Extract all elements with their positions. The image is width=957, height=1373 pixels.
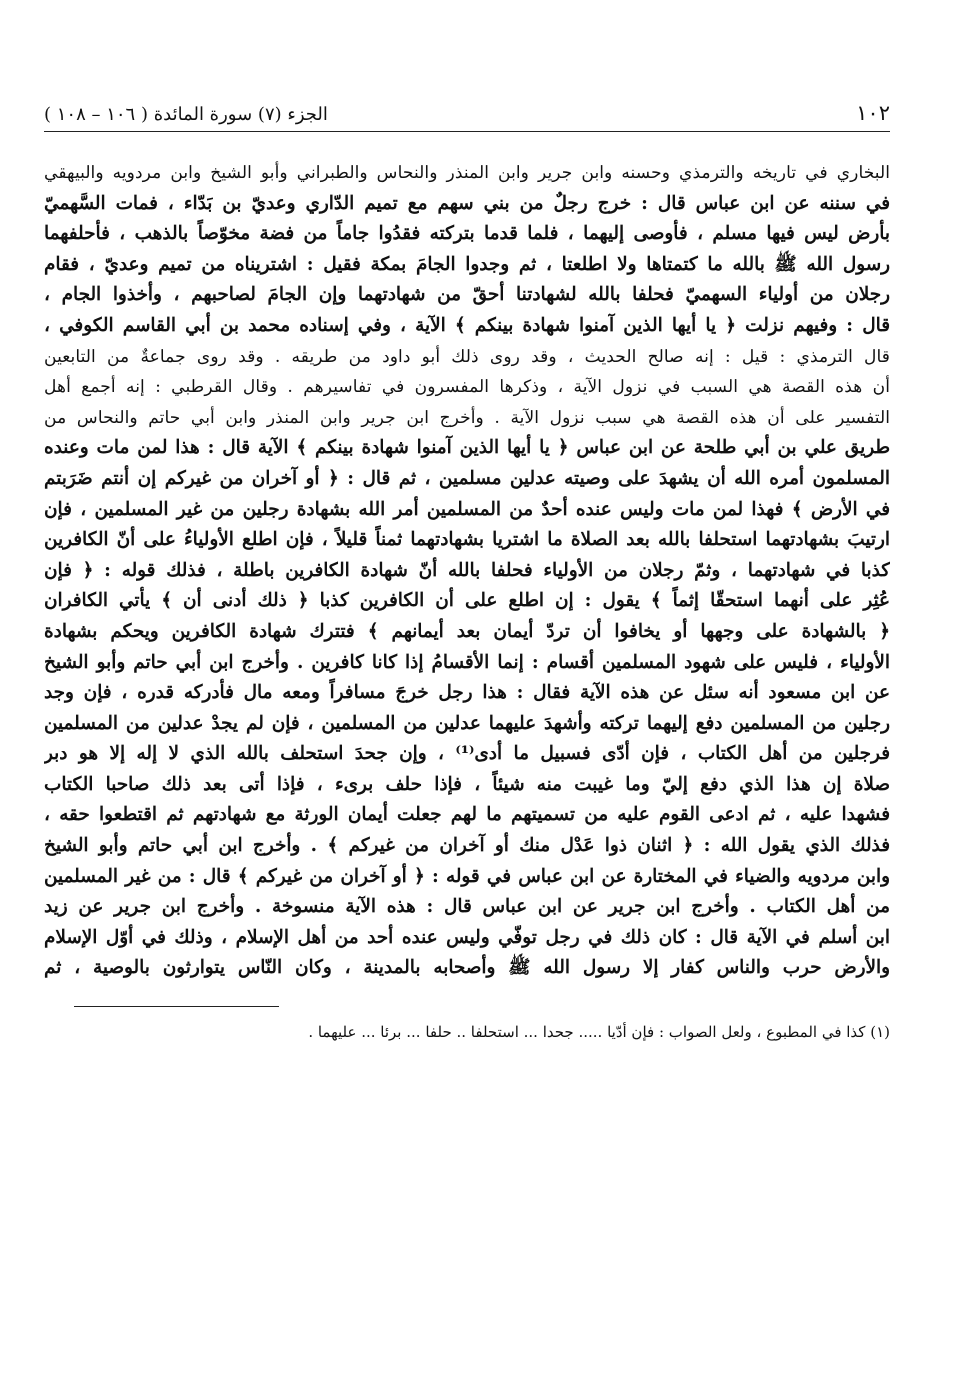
running-title: الجزء (٧) سورة المائدة ( ١٠٦ – ١٠٨ ) [44,104,328,125]
text-line: من أهل الكتاب . وأخرج ابن جرير عن ابن عباس قال : هذه الآية منسوخة . وأخرج ابن جرير عن زيد [44,896,890,918]
text-line: عُثِر على أنهما استحقّا إثماً ﴾ يقول : إن اطلع على أن الكافرين كذبا ﴿ ذلك أدنى أن ﴾ يأتي الكافران [44,590,890,612]
text-line: أن هذه القصة هي السبب في نزول الآية ، وذكرها المفسرون في تفاسيرهم . وقال القرطبي : إنه أجمع أهل [44,377,890,398]
text-line: فشهدا عليه ، ثم ادعى القوم عليه من تسميتهم ما لهم جعلت أيمان الورثة مع شهادتهم ثم اقتطعوا حقه ، [44,804,890,826]
book-page [44,92,890,1332]
text-line: والأرض حرب والناس كفار إلا رسول الله ﷺ وأصحابه بالمدينة ، وكان النّاس يتوارثون بالوصية ، ثم [44,957,890,979]
text-line: في الأرض ﴾ فهذا لمن مات وليس عنده أحدٌ من المسلمين أمر الله بشهادة رجلين من غير المسلمين ، فإن [44,498,890,520]
text-line: البخاري في تاريخه والترمذي وحسنه وابن جرير وابن المنذر والنحاس والطبراني وأبو الشيخ وابن مردويه والبيهقي [44,163,890,183]
text-line: في سننه عن ابن عباس قال : خرج رجلٌ من بني سهم مع تميم الدّاري وعديّ بن بَدّاء ، فمات السَّهميّ [44,192,890,214]
text-line: المسلمون أمره الله أن يشهدَ على وصيته عدلين مسلمين ، ثم قال : ﴿ أو آخران من غيركم إن أنتم ضَرَبتم [44,467,890,489]
text-line: فرجلين من أهل الكتاب ، فإن أدّى فسبيل ما أدى⁽¹⁾ ، وإن جحدَ استحلف بالله الذي لا إله إلا هو دبر [44,743,890,765]
text-line: رجلان من أولياء السهميّ فحلفا بالله لشهادتنا أحقّ من شهادتهما وإن الجامَ لصاحبهم ، وأخذوا الجام ، [44,284,890,306]
page-number: ١٠٢ [856,101,890,125]
text-line: عن ابن مسعود أنه سئل عن هذه الآية فقال : هذا رجل خرجَ مسافراً ومعه مال فأدركه قدره ، فإن وجد [44,682,890,704]
page-header [44,92,890,132]
text-line: الأولياء ، فليس على شهود المسلمين أقسام : إنما الأقسامُ إذا كانا كافرين . وأخرج ابن أبي حاتم وأبو الشيخ [44,651,890,673]
text-line: بأرض ليس فيها مسلم ، فأوصى إليهما ، فلما قدما بتركته فقدُوا جاماً من فضة مخوّصاً بالذهب ، فأحلفهما [44,223,890,245]
text-line: طريق علي بن أبي طلحة عن ابن عباس ﴿ يا أيها الذين آمنوا شهادة بينكم ﴾ الآية قال : هذا لمن مات وعنده [44,437,890,459]
text-line: رسول الله ﷺ بالله ما كتمتاها ولا اطلعتا ، ثم وجدوا الجامَ بمكة فقيل : اشتريناه من تميم وعديّ ، فقام [44,253,890,275]
text-line: وابن مردويه والضياء في المختارة عن ابن عباس في قوله : ﴿ أو آخران من غيركم ﴾ قال : من غير المسلمين [44,865,890,887]
text-line: ﴿ بالشهادة على وجهها أو يخافوا أن تردّ أيمان بعد أيمانهم ﴾ فتترك شهادة الكافرين ويحكم بشهادة [44,620,890,642]
text-line: ارتيبَ بشهادتهما استحلفا بالله بعد الصلاة ما اشتريا بشهادتهما ثمناً قليلاً ، فإن اطلع الأولياءُ على أنّ الكافرين [44,529,890,551]
footnote-divider [74,1006,279,1007]
text-line: فذلك الذي يقول الله : ﴿ اثنان ذوا عَدْل منك أو آخران من غيركم ﴾ . وأخرج ابن أبي حاتم وأبو الشيخ [44,835,890,857]
text-line: صلاة إن هذا الذي دفع إليّ وما غيبت منه شيئاً ، فإذا حلف برىء ، فإذا أتى بعد ذلك صاحبا الكتاب [44,773,890,795]
body-text [44,158,890,984]
text-line: رجلين من المسلمين دفع إليهما تركته وأشهدَ عليهما عدلين من المسلمين ، فإن لم يجدْ عدلين من المسلمين [44,712,890,734]
footnote: (١) كذا في المطبوع ، ولعل الصواب : فإن أدّيا ..... جحدا ... استحلفا .. حلفا ... برئا ... عليهما . [308,1023,890,1042]
text-line: التفسير على أن هذه القصة هي سبب نزول الآية . وأخرج ابن جرير وابن المنذر وابن أبي حاتم والنحاس من [44,407,890,428]
text-line: ابن أسلم في الآية قال : كان ذلك في رجل توفّي وليس عنده أحد من أهل الإسلام ، وذلك في أوّل الإسلام [44,926,890,948]
text-line: قال : وفيهم نزلت ﴿ يا أيها الذين آمنوا شهادة بينكم ﴾ الآية ، وفي إسناده محمد بن أبي القاسم الكوفي ، [44,314,890,336]
text-line: كذبا في شهادتهما ، وثمّ رجلان من الأولياء فحلفا بالله أنّ شهادة الكافرين باطلة ، فذلك قوله : ﴿ فإن [44,559,890,581]
text-line: قال الترمذي : قيل : إنه صالح الحديث ، وقد روى ذلك أبو داود من طريقه . وقد روى جماعةٌ من التابعين [44,346,890,367]
